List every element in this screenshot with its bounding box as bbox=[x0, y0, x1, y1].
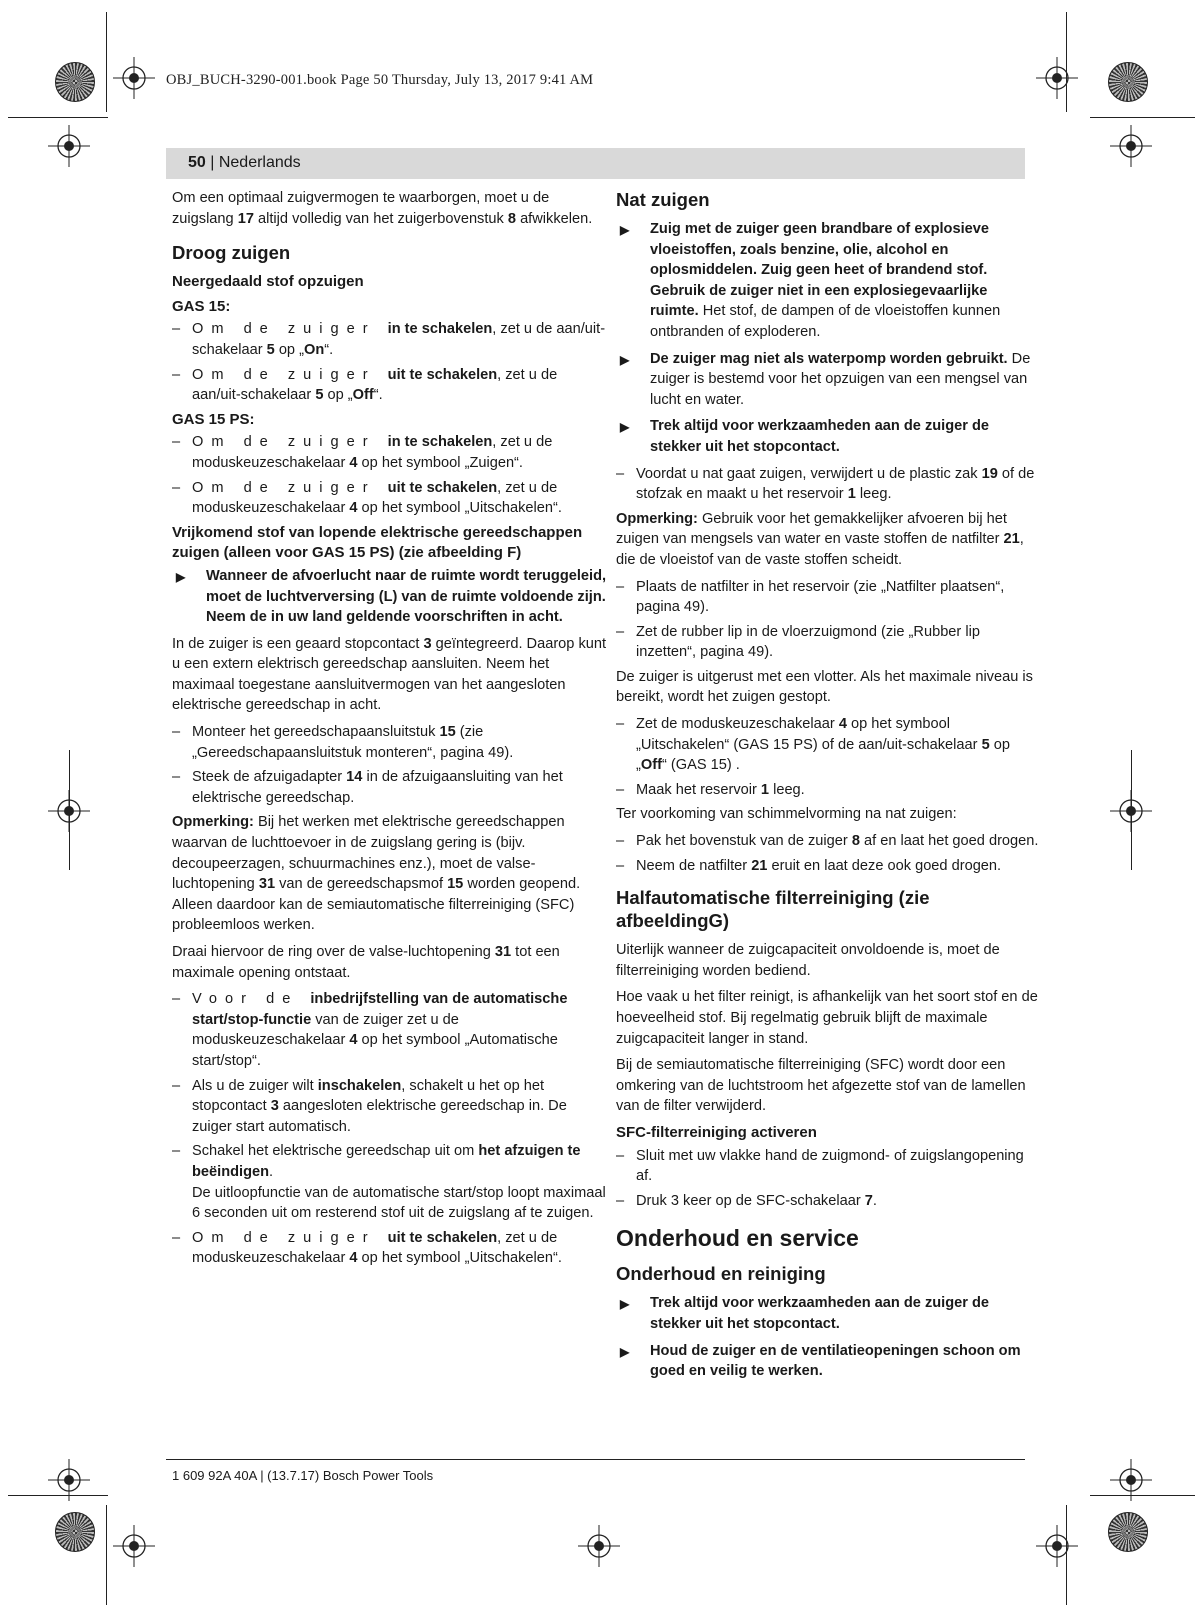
crop-mark bbox=[1090, 117, 1195, 118]
list-item: – Voor de inbedrijfstelling van de automatische start/stop-functie van de zuiger zet u de moduskeuzeschakelaar 4 op het symbool „Automatische start/stop“. bbox=[172, 991, 568, 1069]
paragraph: De zuiger is uitgerust met een vlotter. Als het maximale niveau is bereikt, wordt het zuigen gestopt. bbox=[616, 668, 1033, 706]
crop-mark bbox=[106, 1505, 107, 1605]
intro-paragraph: Om een optimaal zuigvermogen te waarborgen, moet u de zuigslang 17 altijd volledig van het zuigerbovenstuk 8 afwikkelen. bbox=[172, 190, 593, 227]
crop-mark bbox=[8, 117, 108, 118]
list-item: – Monteer het gereedschapaansluitstuk 15 (zie „Gereedschapaansluitstuk monteren“, pagina 49). bbox=[172, 724, 514, 761]
registration-mark-icon bbox=[1110, 125, 1152, 167]
paragraph: Draai hiervoor de ring over de valse-luchtopening 31 tot een maximale opening ontstaat. bbox=[172, 944, 560, 981]
list-item: – Maak het reservoir 1 leeg. bbox=[616, 781, 805, 798]
list-item: – Schakel het elektrische gereedschap uit om het afzuigen te beëindigen. De uitloopfunctie van de automatische start/stop loopt maximaal 6 seconden uit om resterend stof uit de zuigslang af te zuigen. bbox=[172, 1143, 606, 1222]
bullet-triangle-icon: ▶ bbox=[620, 1344, 630, 1359]
registration-mark-icon bbox=[1036, 1525, 1078, 1567]
list-item: – Neem de natfilter 21 eruit en laat deze ook goed drogen. bbox=[616, 857, 1002, 874]
print-slug: OBJ_BUCH-3290-001.book Page 50 Thursday, July 13, 2017 9:41 AM bbox=[166, 72, 594, 88]
warning-item: ▶ Trek altijd voor werkzaamheden aan de zuiger de stekker uit het stopcontact. bbox=[620, 418, 990, 455]
warning-item: ▶ Wanneer de afvoerlucht naar de ruimte wordt teruggeleid, moet de luchtverversing (L) van de ruimte voldoende zijn. Neem de in uw land geldende voorschriften in acht. bbox=[176, 567, 607, 626]
bullet-triangle-icon: ▶ bbox=[620, 420, 630, 435]
registration-mark-icon bbox=[48, 125, 90, 167]
paragraph: In de zuiger is een geaard stopcontact 3 geïntegreerd. Daarop kunt u een extern elektrisch gereedschap aansluiten. Neem het maximaal toegestane aansluitvermogen van het aangesloten elektrische gereedschap in acht. bbox=[172, 635, 607, 714]
note-paragraph: Opmerking: Gebruik voor het gemakkelijker afvoeren bij het zuigen van mengsels van water en vaste stoffen de natfilter 21, die de vloeistof van de vaste stoffen scheidt. bbox=[616, 510, 1024, 568]
registration-mark-icon bbox=[1036, 57, 1078, 99]
heading-onderhoud-service: Onderhoud en service bbox=[616, 1225, 859, 1252]
color-rosette-icon bbox=[55, 62, 95, 102]
page-number: 50 bbox=[188, 154, 206, 171]
warning-item: ▶ Zuig met de zuiger geen brandbare of explosieve vloeistoffen, zoals benzine, olie, alcohol en oplosmiddelen. Zuig geen heet of brandend stof. Gebruik de zuiger niet in een explosiegevaarlijke ruimte. Het stof, de dampen of de vloeistoffen kunnen ontbranden of exploderen. bbox=[620, 221, 1001, 340]
bullet-triangle-icon: ▶ bbox=[620, 1297, 630, 1312]
heading-neergedaald: Neergedaald stof opzuigen bbox=[172, 273, 364, 291]
language-label: Nederlands bbox=[218, 154, 301, 171]
right-column bbox=[616, 188, 1040, 1388]
heading-gas15: GAS 15: bbox=[172, 297, 231, 315]
list-item: – Om de zuiger uit te schakelen, zet u de moduskeuzeschakelaar 4 op het symbool „Uitschakelen“. bbox=[172, 479, 562, 517]
heading-vrijkomend-stof: Vrijkomend stof van lopende elektrische gereedschappen zuigen (alleen voor GAS 15 PS) (zie afbeelding F) bbox=[172, 523, 583, 562]
crop-mark bbox=[106, 12, 107, 112]
crop-mark bbox=[1066, 12, 1067, 112]
bullet-triangle-icon: ▶ bbox=[176, 569, 186, 584]
footer-rule bbox=[166, 1459, 1025, 1460]
note-paragraph: Opmerking: Bij het werken met elektrische gereedschappen waarvan de luchttoevoer in de zuigslang gering is (bijv. decoupeerzagen, schuurmachines enz.), moet de valse-luchtopening 31 van de gereedschapsmof 15 worden geopend. Alleen daardoor kan de semiautomatische filterreiniging (SFC) probleemloos werken. bbox=[172, 814, 581, 934]
list-item: – Zet de rubber lip in de vloerzuigmond (zie „Rubber lip inzetten“, pagina 49). bbox=[616, 623, 980, 661]
paragraph: Ter voorkoming van schimmelvorming na nat zuigen: bbox=[616, 806, 957, 823]
list-item: – Plaats de natfilter in het reservoir (zie „Natfilter plaatsen“, pagina 49). bbox=[616, 578, 1005, 616]
heading-onderhoud-reiniging: Onderhoud en reiniging bbox=[616, 1263, 826, 1285]
crop-mark bbox=[1131, 750, 1132, 870]
crop-mark bbox=[69, 750, 70, 870]
heading-gas15ps: GAS 15 PS: bbox=[172, 410, 255, 428]
crop-mark bbox=[1066, 1505, 1067, 1605]
heading-droog-zuigen: Droog zuigen bbox=[172, 242, 291, 264]
warning-item: ▶ Trek altijd voor werkzaamheden aan de zuiger de stekker uit het stopcontact. bbox=[620, 1295, 990, 1332]
warning-item: ▶ De zuiger mag niet als waterpomp worden gebruikt. De zuiger is bestemd voor het opzuigen van een mengsel van lucht en water. bbox=[620, 350, 1031, 408]
crop-mark bbox=[1090, 1495, 1195, 1496]
color-rosette-icon bbox=[1108, 62, 1148, 102]
paragraph: Bij de semiautomatische filterreiniging (SFC) wordt door een omkering van de luchtstroom het afgezette stof van de lamellen van de filter verwijderd. bbox=[616, 1057, 1026, 1115]
running-header: 50 | Nederlands bbox=[166, 148, 1025, 179]
paragraph: Hoe vaak u het filter reinigt, is afhankelijk van het soort stof en de hoeveelheid stof. Bij regelmatig gebruik blijft de maximale zuigcapaciteit langer in stand. bbox=[616, 989, 1038, 1047]
list-item: – Druk 3 keer op de SFC-schakelaar 7. bbox=[616, 1192, 877, 1209]
registration-mark-icon bbox=[578, 1525, 620, 1567]
registration-mark-icon bbox=[113, 1525, 155, 1567]
crop-mark bbox=[8, 1495, 108, 1496]
list-item: – Zet de moduskeuzeschakelaar 4 op het symbool „Uitschakelen“ (GAS 15 PS) of de aan/uit-schakelaar 5 op „Off“ (GAS 15) . bbox=[616, 716, 1010, 774]
list-item: – Om de zuiger uit te schakelen, zet u de aan/uit-schakelaar 5 op „Off“. bbox=[172, 366, 558, 404]
color-rosette-icon bbox=[55, 1512, 95, 1552]
bullet-triangle-icon: ▶ bbox=[620, 223, 630, 237]
footer-text: 1 609 92A 40A | (13.7.17) Bosch Power Tools bbox=[172, 1468, 434, 1483]
list-item: – Om de zuiger in te schakelen, zet u de moduskeuzeschakelaar 4 op het symbool „Zuigen“. bbox=[172, 434, 553, 471]
left-column bbox=[172, 188, 608, 1273]
paragraph: Uiterlijk wanneer de zuigcapaciteit onvoldoende is, moet de filterreiniging worden bediend. bbox=[616, 942, 1000, 979]
list-item: – Voordat u nat gaat zuigen, verwijdert u de plastic zak 19 of de stofzak en maakt u het reservoir 1 leeg. bbox=[616, 465, 1035, 503]
bullet-triangle-icon: ▶ bbox=[620, 352, 630, 367]
list-item: – Sluit met uw vlakke hand de zuigmond- of zuigslangopening af. bbox=[616, 1147, 1024, 1185]
list-item: – Steek de afzuigadapter 14 in de afzuigaansluiting van het elektrische gereedschap. bbox=[172, 769, 563, 806]
list-item: – Om de zuiger uit te schakelen, zet u de moduskeuzeschakelaar 4 op het symbool „Uitschakelen“. bbox=[172, 1229, 562, 1267]
registration-mark-icon bbox=[113, 57, 155, 99]
color-rosette-icon bbox=[1108, 1512, 1148, 1552]
heading-sfc: SFC-filterreiniging activeren bbox=[616, 1123, 817, 1141]
heading-nat-zuigen: Nat zuigen bbox=[616, 189, 710, 210]
heading-halfautomatische: Halfautomatische filterreiniging (zie afbeeldingG) bbox=[616, 887, 930, 932]
list-item: – Pak het bovenstuk van de zuiger 8 af en laat het goed drogen. bbox=[616, 833, 1039, 850]
warning-item: ▶ Houd de zuiger en de ventilatieopeningen schoon om goed en veilig te werken. bbox=[620, 1342, 1021, 1380]
list-item: – Om de zuiger in te schakelen, zet u de aan/uit-schakelaar 5 op „On“. bbox=[172, 321, 606, 358]
list-item: – Als u de zuiger wilt inschakelen, schakelt u het op het stopcontact 3 aangesloten elektrische gereedschap in. De zuiger start automatisch. bbox=[172, 1077, 567, 1135]
